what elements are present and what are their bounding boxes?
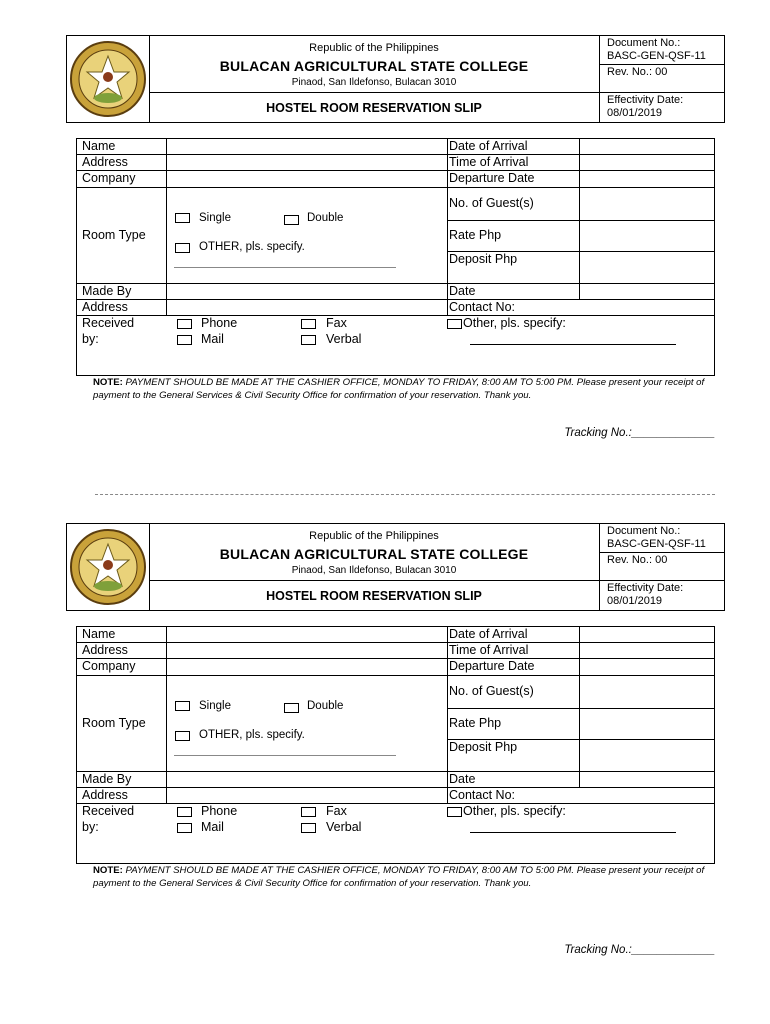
document-no-value: BASC-GEN-QSF-11 bbox=[607, 538, 706, 550]
received-label: Received bbox=[82, 316, 135, 330]
phone-option-label: Phone bbox=[201, 804, 238, 818]
document-no-label: Document No.: bbox=[607, 525, 681, 537]
guests-label: No. of Guest(s) bbox=[449, 196, 534, 210]
note-text: PAYMENT SHOULD BE MADE AT THE CASHIER OFFICE, MONDAY TO FRIDAY, 8:00 AM TO 5:00 PM. Please present your receipt of payment to the General Services & Civil Security Office for confirmation of your reservation. Thank you. bbox=[93, 377, 705, 401]
tracking-number: Tracking No.:_____________ bbox=[564, 944, 715, 956]
deposit-label: Deposit Php bbox=[449, 740, 518, 754]
made-by-address-label: Address bbox=[82, 788, 128, 802]
college-info bbox=[149, 36, 600, 122]
deposit-label: Deposit Php bbox=[449, 252, 518, 266]
double-option-label: Double bbox=[307, 212, 344, 224]
made-by-address-label: Address bbox=[82, 300, 128, 314]
mail-checkbox[interactable] bbox=[177, 823, 192, 833]
verbal-checkbox[interactable] bbox=[301, 335, 316, 345]
single-option-label: Single bbox=[199, 700, 231, 712]
payment-note bbox=[93, 864, 723, 890]
document-no-label: Document No.: bbox=[607, 37, 681, 49]
other-room-checkbox[interactable] bbox=[175, 731, 190, 741]
double-checkbox[interactable] bbox=[284, 215, 299, 225]
rate-label: Rate Php bbox=[449, 228, 502, 242]
double-option-label: Double bbox=[307, 700, 344, 712]
other-room-checkbox[interactable] bbox=[175, 243, 190, 253]
effectivity-date: Effectivity Date: 08/01/2019 bbox=[607, 94, 684, 119]
college-address: Pinaod, San Ildefonso, Bulacan 3010 bbox=[291, 565, 457, 576]
college-logo bbox=[67, 524, 150, 610]
single-checkbox[interactable] bbox=[175, 213, 190, 223]
verbal-checkbox[interactable] bbox=[301, 823, 316, 833]
company-label: Company bbox=[82, 659, 136, 673]
arrival-time-label: Time of Arrival bbox=[449, 155, 529, 169]
phone-option-label: Phone bbox=[201, 316, 238, 330]
room-type-label: Room Type bbox=[82, 716, 146, 730]
payment-note bbox=[93, 376, 723, 402]
republic-text: Republic of the Philippines bbox=[309, 42, 439, 54]
verbal-option-label: Verbal bbox=[326, 820, 362, 834]
fax-option-label: Fax bbox=[326, 804, 347, 818]
mail-option-label: Mail bbox=[201, 820, 224, 834]
verbal-option-label: Verbal bbox=[326, 332, 362, 346]
guests-label: No. of Guest(s) bbox=[449, 684, 534, 698]
fax-checkbox[interactable] bbox=[301, 807, 316, 817]
college-name: BULACAN AGRICULTURAL STATE COLLEGE bbox=[219, 546, 529, 562]
college-name: BULACAN AGRICULTURAL STATE COLLEGE bbox=[219, 58, 529, 74]
slip-title: HOSTEL ROOM RESERVATION SLIP bbox=[266, 101, 482, 115]
single-checkbox[interactable] bbox=[175, 701, 190, 711]
document-info bbox=[599, 524, 724, 610]
other-received-label: Other, pls. specify: bbox=[463, 804, 566, 818]
tracking-number: Tracking No.:_____________ bbox=[564, 427, 715, 439]
mail-checkbox[interactable] bbox=[177, 335, 192, 345]
college-address: Pinaod, San Ildefonso, Bulacan 3010 bbox=[291, 77, 457, 88]
reservation-form bbox=[76, 626, 715, 864]
reservation-form bbox=[76, 138, 715, 376]
contact-no-label: Contact No: bbox=[449, 788, 516, 802]
slip-header bbox=[66, 523, 725, 611]
revision-no: Rev. No.: 00 bbox=[607, 66, 668, 78]
other-received-label: Other, pls. specify: bbox=[463, 316, 566, 330]
fax-option-label: Fax bbox=[326, 316, 347, 330]
republic-text: Republic of the Philippines bbox=[309, 530, 439, 542]
departure-date-label: Departure Date bbox=[449, 171, 535, 185]
college-logo bbox=[67, 36, 150, 122]
name-label: Name bbox=[82, 139, 116, 153]
received-by-label: by: bbox=[82, 332, 99, 346]
double-checkbox[interactable] bbox=[284, 703, 299, 713]
phone-checkbox[interactable] bbox=[177, 807, 192, 817]
cut-line bbox=[95, 494, 715, 495]
contact-no-label: Contact No: bbox=[449, 300, 516, 314]
received-label: Received bbox=[82, 804, 135, 818]
note-text: PAYMENT SHOULD BE MADE AT THE CASHIER OFFICE, MONDAY TO FRIDAY, 8:00 AM TO 5:00 PM. Please present your receipt of payment to the General Services & Civil Security Office for confirmation of your reservation. Thank you. bbox=[93, 865, 705, 889]
fax-checkbox[interactable] bbox=[301, 319, 316, 329]
date-label: Date bbox=[449, 284, 476, 298]
slip-header bbox=[66, 35, 725, 123]
other-received-checkbox[interactable] bbox=[447, 319, 462, 329]
name-label: Name bbox=[82, 627, 116, 641]
other-room-label: OTHER, pls. specify. bbox=[199, 729, 305, 741]
rate-label: Rate Php bbox=[449, 716, 502, 730]
arrival-time-label: Time of Arrival bbox=[449, 643, 529, 657]
revision-no: Rev. No.: 00 bbox=[607, 554, 668, 566]
address-label: Address bbox=[82, 643, 128, 657]
departure-date-label: Departure Date bbox=[449, 659, 535, 673]
made-by-label: Made By bbox=[82, 772, 132, 786]
note-label: NOTE: bbox=[93, 865, 123, 876]
single-option-label: Single bbox=[199, 212, 231, 224]
mail-option-label: Mail bbox=[201, 332, 224, 346]
note-label: NOTE: bbox=[93, 377, 123, 388]
room-type-label: Room Type bbox=[82, 228, 146, 242]
college-info bbox=[149, 524, 600, 610]
date-label: Date bbox=[449, 772, 476, 786]
made-by-label: Made By bbox=[82, 284, 132, 298]
slip-title: HOSTEL ROOM RESERVATION SLIP bbox=[266, 589, 482, 603]
effectivity-date: Effectivity Date: 08/01/2019 bbox=[607, 582, 684, 607]
received-by-label: by: bbox=[82, 820, 99, 834]
address-label: Address bbox=[82, 155, 128, 169]
arrival-date-label: Date of Arrival bbox=[449, 627, 528, 641]
company-label: Company bbox=[82, 171, 136, 185]
other-received-checkbox[interactable] bbox=[447, 807, 462, 817]
arrival-date-label: Date of Arrival bbox=[449, 139, 528, 153]
document-info bbox=[599, 36, 724, 122]
document-no-value: BASC-GEN-QSF-11 bbox=[607, 50, 706, 62]
other-room-label: OTHER, pls. specify. bbox=[199, 241, 305, 253]
phone-checkbox[interactable] bbox=[177, 319, 192, 329]
